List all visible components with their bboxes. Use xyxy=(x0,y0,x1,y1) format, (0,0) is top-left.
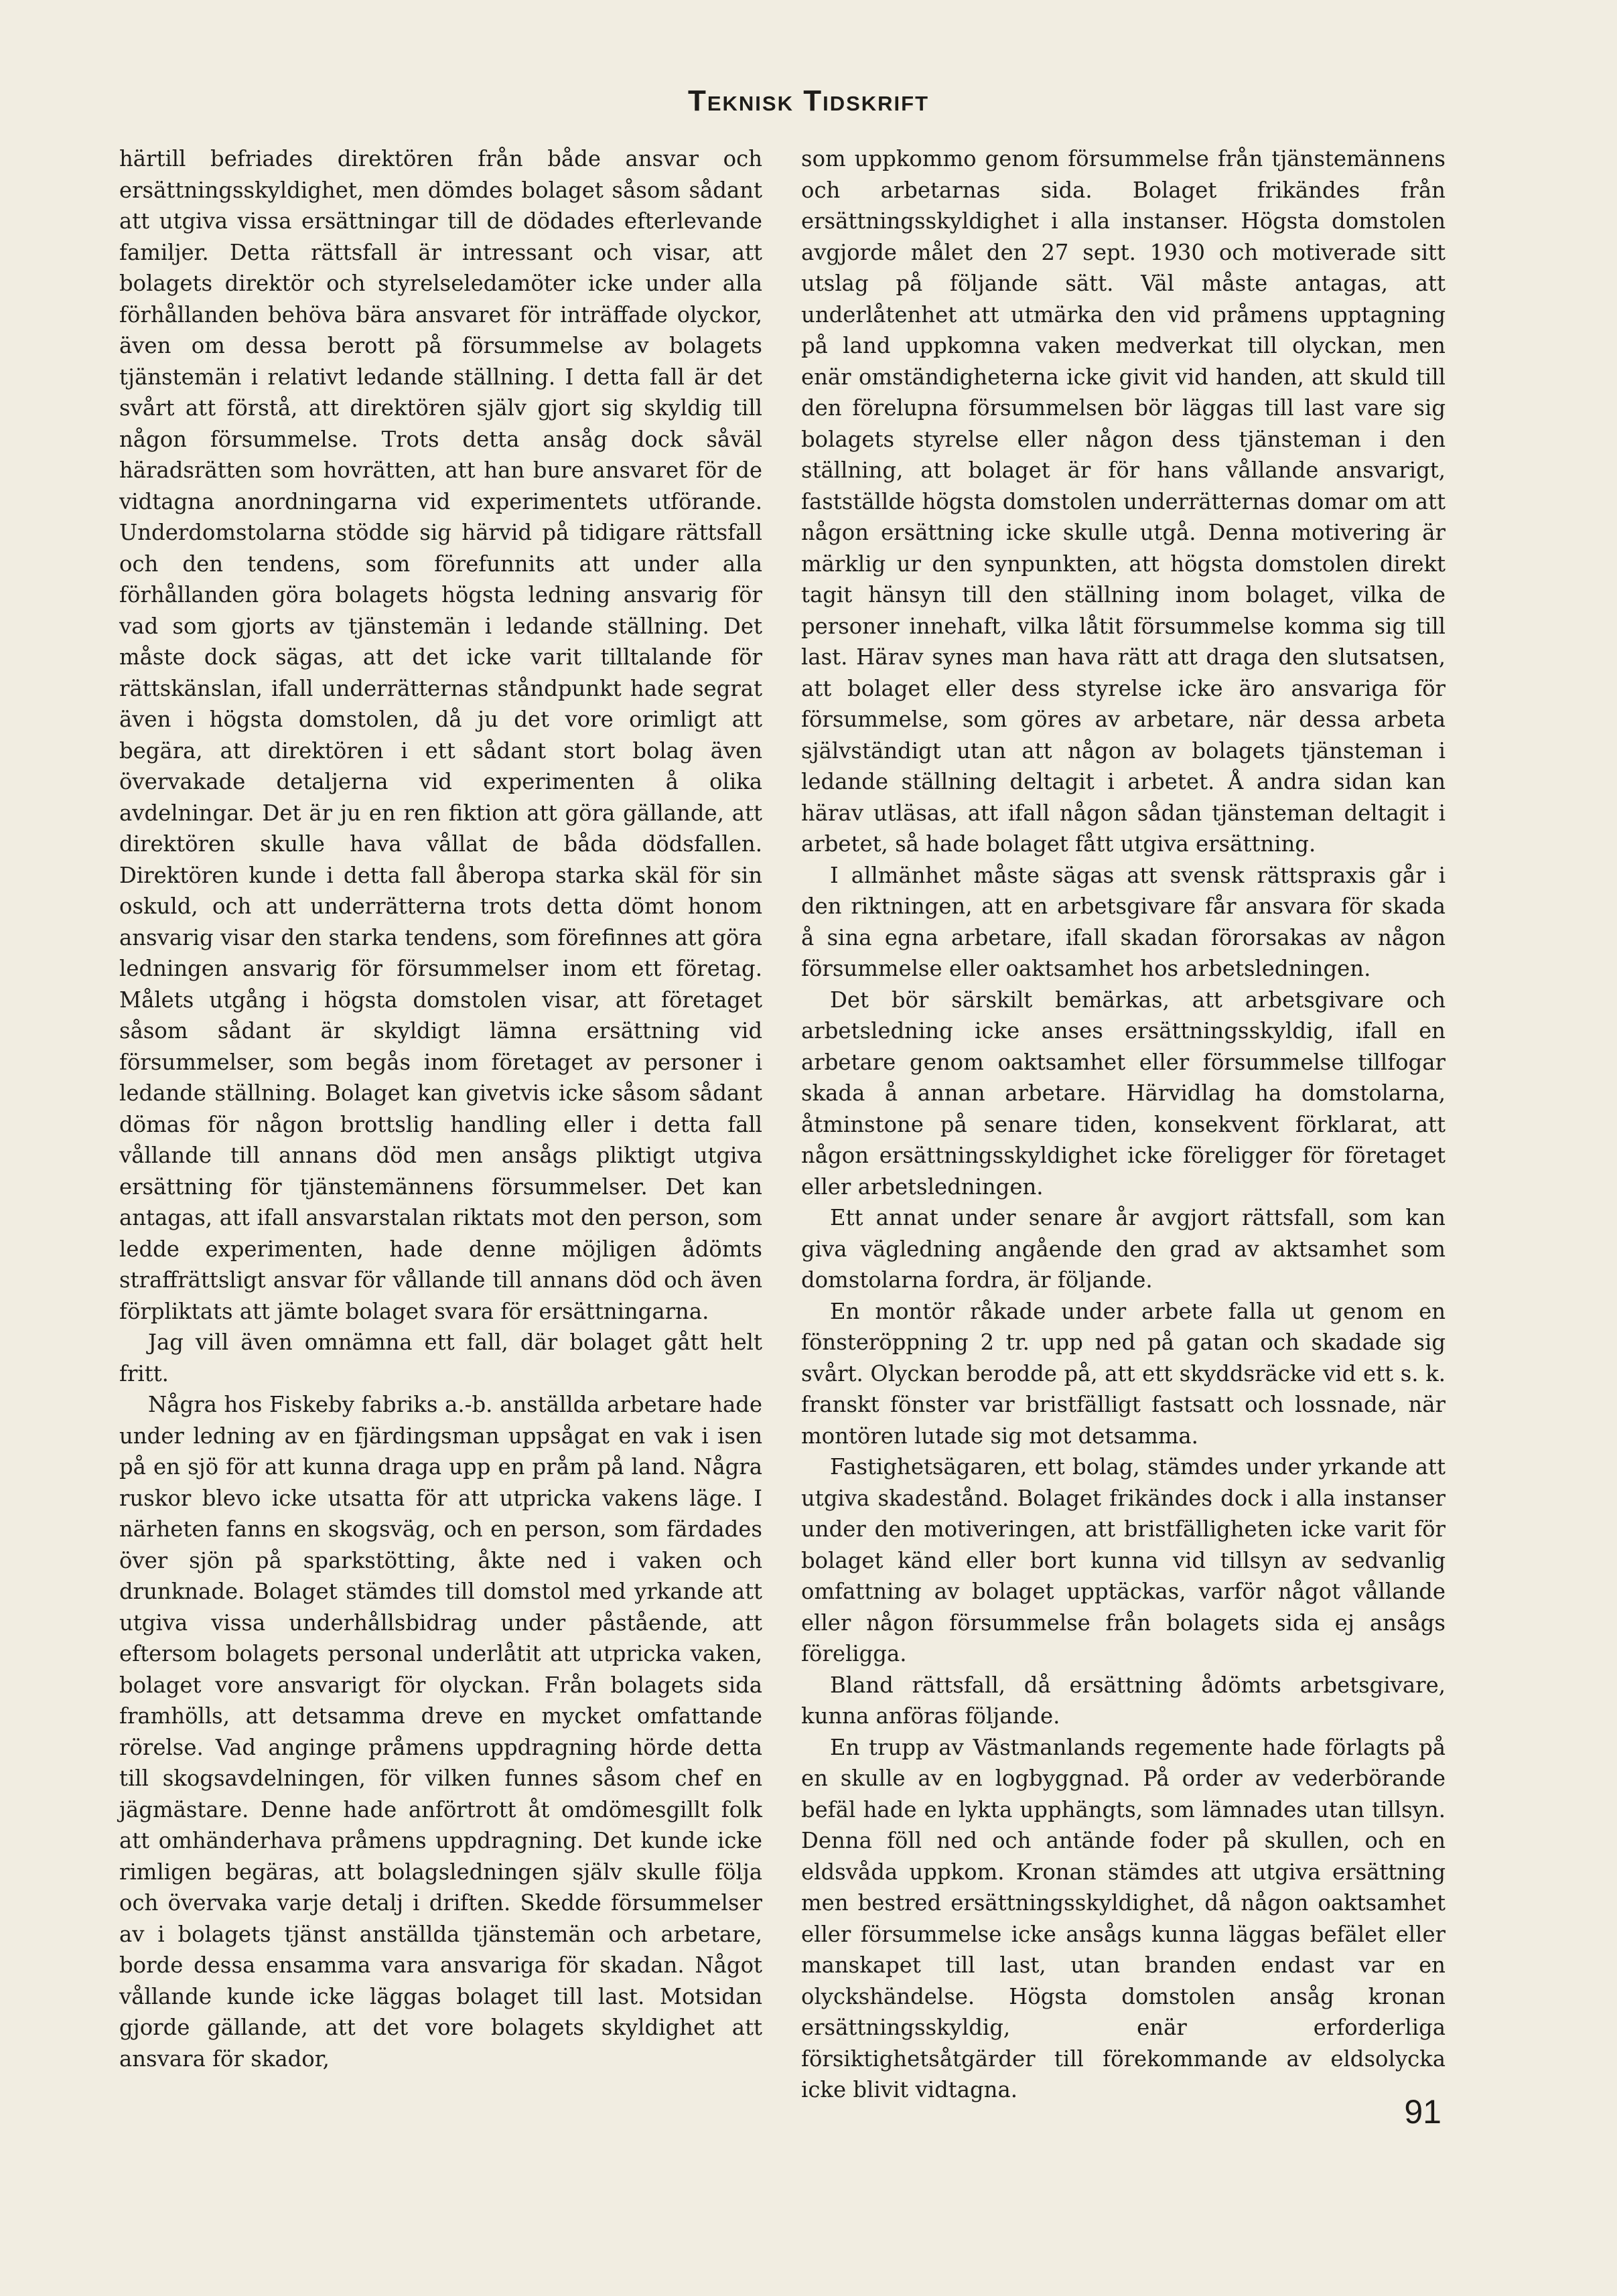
paragraph: som uppkommo genom försummelse från tjänstemännens och arbetarnas sida. Bolaget frikändes från ersättningsskyldighet i alla instanser. Högsta domstolen avgjorde målet den 27 sept. 1930 och motiverade sitt utslag på följande sätt. Väl måste antagas, att underlåtenhet att utmärka den vid pråmens upptagning på land uppkomna vaken medverkat till olyckan, men enär omständigheterna icke givit vid handen, att skuld till den förelupna försummelsen bör läggas till last vare sig bolagets styrelse eller någon dess tjänsteman i den ställning, att bolaget är för hans vållande ansvarigt, fastställde högsta domstolen underrätternas domar om att någon ersättning icke skulle utgå. Denna motivering är märklig ur den synpunkten, att högsta domstolen direkt tagit hänsyn till den ställning inom bolaget, vilka de personer innehaft, vilka låtit försummelse komma sig till last. Härav synes man hava rätt att draga den slutsatsen, att bolaget eller dess styrelse icke äro ansvariga för försummelse, som göres av arbetare, när dessa arbeta självständigt utan att någon av bolagets tjänsteman i ledande ställning deltagit i arbetet. Å andra sidan kan härav utläsas, att ifall någon sådan tjänsteman deltagit i arbetet, så hade bolaget fått utgiva ersättning. xyxy=(801,146,1446,857)
paragraph: En trupp av Västmanlands regemente hade förlagts på en skulle av en logbyggnad. På order av vederbörande befäl hade en lykta upphängts, som lämnades utan tillsyn. Denna föll ned och antände foder på skullen, och en eldsvåda uppkom. Kronan stämdes att utgiva ersättning men bestred ersättningsskyldighet, då någon oaktsamhet eller försummelse icke ansågs kunna läggas befälet eller manskapet till last, utan branden endast var en olyckshändelse. Högsta domstolen ansåg kronan ersättningsskyldig, enär erforderliga försiktighetsåtgärder till förekommande av eldsolycka icke blivit vidtagna. xyxy=(801,1734,1446,2102)
paragraph: En montör råkade under arbete falla ut genom en fönsteröppning 2 tr. upp ned på gatan och skadade sig svårt. Olyckan berodde på, att ett skyddsräcke vid ett s. k. franskt fönster var bristfälligt fastsatt och lossnade, när montören lutade sig mot detsamma. xyxy=(801,1298,1446,1449)
right-column xyxy=(801,143,1446,2106)
running-header: Teknisk Tidskrift xyxy=(687,84,930,117)
page-number: 91 xyxy=(1404,2093,1442,2131)
left-column xyxy=(119,143,762,2074)
paragraph: Några hos Fiskeby fabriks a.-b. anställda arbetare hade under ledning av en fjärdingsman uppsågat en vak i isen på en sjö för att kunna draga upp en pråm på land. Några ruskor blevo icke utsatta för att utpricka vakens läge. I närheten fanns en skogsväg, och en person, som färdades över sjön på sparkstötting, åkte ned i vaken och drunknade. Bolaget stämdes till domstol med yrkande att utgiva vissa underhållsbidrag under påstående, att eftersom bolagets personal underlåtit att utpricka vaken, bolaget vore ansvarigt för olyckan. Från bolagets sida framhölls, att detsamma dreve en mycket omfattande rörelse. Vad anginge pråmens uppdragning hörde detta till skogsavdelningen, för vilken funnes såsom chef en jägmästare. Denne hade anförtrott åt omdömesgillt folk att omhänderhava pråmens uppdragning. Det kunde icke rimligen begäras, att bolagsledningen själv skulle följa och övervaka varje detalj i driften. Skedde försummelser av i bolagets tjänst anställda tjänstemän och arbetare, borde dessa ensamma vara ansvariga för skadan. Något vållande kunde icke läggas bolaget till last. Motsidan gjorde gällande, att det vore bolagets skyldighet att ansvara för skador, xyxy=(119,1392,762,2072)
paragraph: härtill befriades direktören från både ansvar och ersättningsskyldighet, men dömdes bolaget såsom sådant att utgiva vissa ersättningar till de dödades efterlevande familjer. Detta rättsfall är intressant och visar, att bolagets direktör och styrelseledamöter icke under alla förhållanden behöva bära ansvaret för inträffade olyckor, även om dessa berott på försummelse av bolagets tjänstemän i relativt ledande ställning. I detta fall är det svårt att förstå, att direktören själv gjort sig skyldig till någon försummelse. Trots detta ansåg dock såväl häradsrätten som hovrätten, att han bure ansvaret för de vidtagna anordningarna vid experimentets utförande. Underdomstolarna stödde sig härvid på tidigare rättsfall och den tendens, som förefunnits att under alla förhållanden göra bolagets högsta ledning ansvarig för vad som gjorts av tjänstemän i ledande ställning. Det måste dock sägas, att det icke varit tilltalande för rättskänslan, ifall underrätternas ståndpunkt hade segrat även i högsta domstolen, då ju det vore orimligt att begära, att direktören i ett sådant stort bolag även övervakade detaljerna vid experimenten å olika avdelningar. Det är ju en ren fiktion att göra gällande, att direktören skulle hava vållat de båda dödsfallen. Direktören kunde i detta fall åberopa starka skäl för sin oskuld, och att underrätterna trots detta dömt honom ansvarig visar den starka tendens, som förefinnes att göra ledningen ansvarig för försummelser inom ett företag. Målets utgång i högsta domstolen visar, att företaget såsom sådant är skyldigt lämna ersättning vid försummelser, som begås inom företaget av personer i ledande ställning. Bolaget kan givetvis icke såsom sådant dömas för någon brottslig handling eller i detta fall vållande till annans död men ansågs pliktigt utgiva ersättning för tjänstemännens försummelser. Det kan antagas, att ifall ansvarstalan riktats mot den person, som ledde experimenten, hade denne möjligen ådömts straffrättsligt ansvar för vållande till annans död och även förpliktats att jämte bolaget svara för ersättningarna. xyxy=(119,146,762,1324)
paragraph: Bland rättsfall, då ersättning ådömts arbetsgivare, kunna anföras följande. xyxy=(801,1672,1446,1729)
paragraph: Det bör särskilt bemärkas, att arbetsgivare och arbetsledning icke anses ersättningsskyldig, ifall en arbetare genom oaktsamhet eller försummelse tillfogar skada å annan arbetare. Härvidlag ha domstolarna, åtminstone på senare tiden, konsekvent förklarat, att någon ersättningsskyldighet icke föreligger för företaget eller arbetsledningen. xyxy=(801,987,1446,1200)
paragraph: I allmänhet måste sägas att svensk rättspraxis går i den riktningen, att en arbetsgivare får ansvara för skada å sina egna arbetare, ifall skadan förorsakas av någon försummelse eller oaktsamhet hos arbetsledningen. xyxy=(801,862,1446,981)
paragraph: Ett annat under senare år avgjort rättsfall, som kan giva vägledning angående den grad av aktsamhet som domstolarna fordra, är följande. xyxy=(801,1205,1446,1293)
paragraph: Jag vill även omnämna ett fall, där bolaget gått helt fritt. xyxy=(119,1330,762,1386)
paragraph: Fastighetsägaren, ett bolag, stämdes under yrkande att utgiva skadestånd. Bolaget frikändes dock i alla instanser under den motiveringen, att bristfälligheten icke varit för bolaget känd eller bort kunna vid tillsyn av sedvanlig omfattning av bolaget upptäckas, varför något vållande eller någon försummelse från bolagets sida ej ansågs föreligga. xyxy=(801,1454,1446,1666)
